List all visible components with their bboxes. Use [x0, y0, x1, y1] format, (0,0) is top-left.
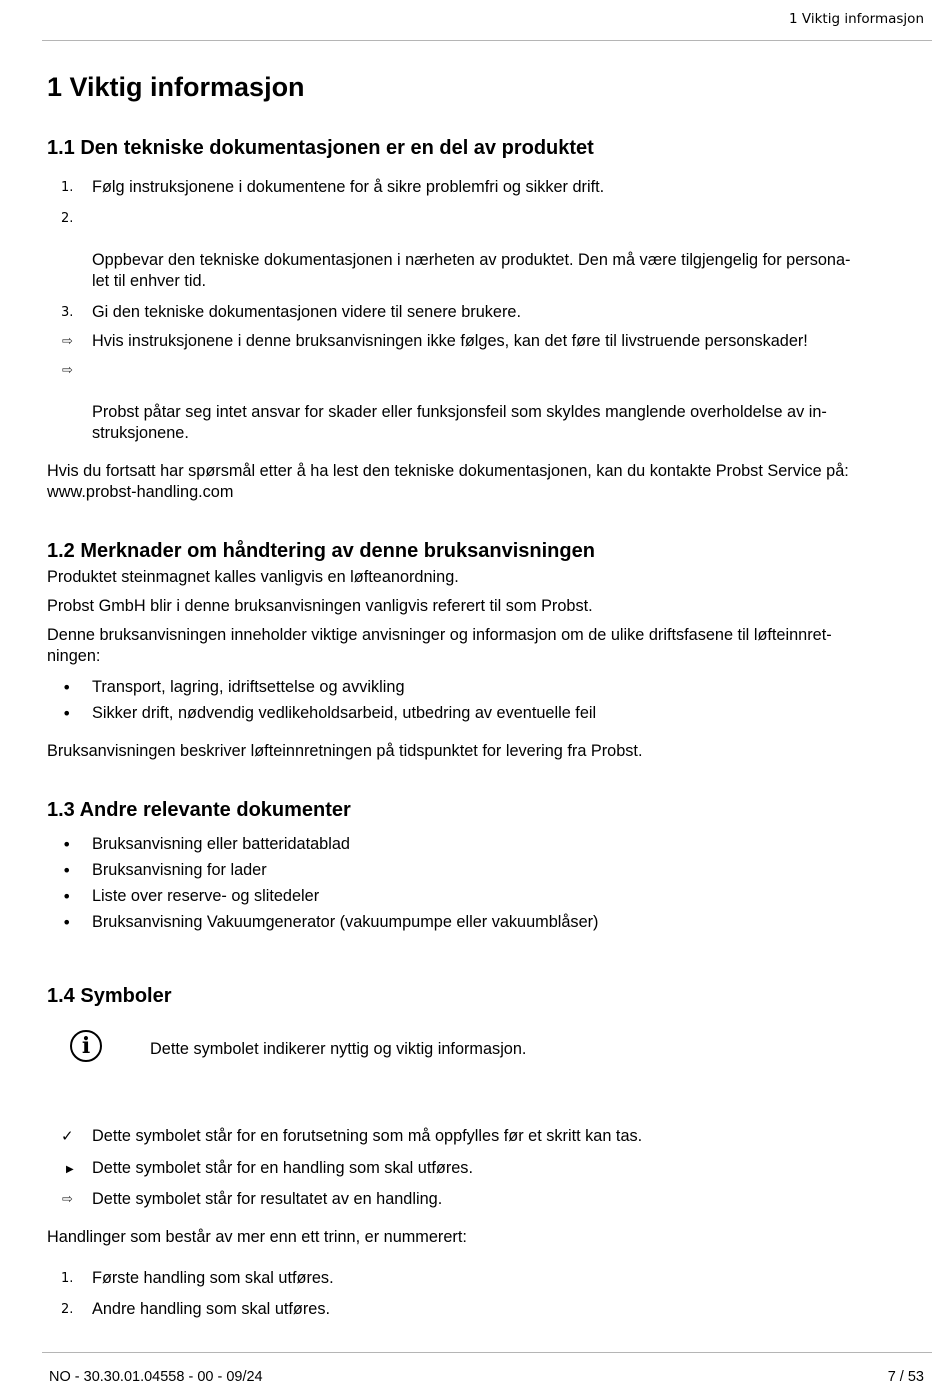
arrow-outline-icon: ⇨: [62, 1192, 73, 1207]
s12-paragraph-2: Probst GmbH blir i denne bruksanvisningen vanligvis referert til som Probst.: [47, 597, 593, 615]
s11-step-3: [47, 302, 927, 323]
info-icon: i: [70, 1030, 102, 1062]
running-header: 1 Viktig informasjon: [789, 11, 924, 27]
bullet-icon: •: [62, 704, 72, 723]
section-heading-1-4: 1.4 Symboler: [47, 985, 172, 1007]
info-symbol-text: Dette symbolet indikerer nyttig og viktig informasjon.: [150, 1040, 527, 1058]
page-number: 7 / 53: [887, 1369, 924, 1385]
prerequisite-text: Dette symbolet står for en forutsetning som må oppfylles før et skritt kan tas.: [92, 1127, 643, 1145]
action-text: Dette symbolet står for en handling som skal utføres.: [92, 1159, 473, 1177]
s11-result-1: [47, 331, 927, 352]
s13-bullet-4: [47, 912, 927, 933]
s11-step-1: [47, 177, 927, 198]
s11-result-2: [47, 360, 927, 444]
arrow-outline-icon: ⇨: [62, 334, 73, 349]
step-number: 2.: [61, 1302, 74, 1317]
s14-step-2: [47, 1299, 927, 1320]
header-divider: [42, 40, 932, 41]
step-text: Andre handling som skal utføres.: [92, 1300, 331, 1318]
document-id: NO - 30.30.01.04558 - 00 - 09/24: [49, 1369, 263, 1385]
check-icon: ✓: [61, 1127, 74, 1145]
section-heading-1-1: 1.1 Den tekniske dokumentasjonen er en del av produktet: [47, 137, 594, 159]
s13-bullet-2: [47, 860, 927, 881]
bullet-text: Liste over reserve- og slitedeler: [92, 887, 320, 905]
result-row: [47, 1189, 927, 1210]
contact-paragraph: Hvis du fortsatt har spørsmål etter å ha lest den tekniske dokumentasjonen, kan du kontakte Probst Service på: www.probst-handling.com: [47, 462, 849, 501]
step-number: 1.: [61, 1271, 74, 1286]
info-symbol-row: [47, 1030, 927, 1076]
step-number: 2.: [61, 211, 74, 226]
step-number: 3.: [61, 305, 74, 320]
result-text: Probst påtar seg intet ansvar for skader eller funksjonsfeil som skyldes manglende overholdelse av in- struksjonene.: [92, 403, 827, 442]
step-text: Gi den tekniske dokumentasjonen videre til senere brukere.: [92, 303, 521, 321]
step-text: Oppbevar den tekniske dokumentasjonen i nærheten av produktet. Den må være tilgjengelig for persona- let til enhver tid.: [92, 251, 851, 290]
s14-step-1: [47, 1268, 927, 1289]
chapter-title: 1 Viktig informasjon: [47, 72, 305, 102]
footer-divider: [42, 1352, 932, 1353]
s11-step-2: [47, 208, 927, 292]
step-text: Følg instruksjonene i dokumentene for å sikre problemfri og sikker drift.: [92, 178, 605, 196]
s12-paragraph-1: Produktet steinmagnet kalles vanligvis en løfteanordning.: [47, 568, 459, 586]
bullet-icon: •: [62, 887, 72, 906]
s12-bullet-1: [47, 677, 927, 698]
bullet-text: Bruksanvisning Vakuumgenerator (vakuumpumpe eller vakuumblåser): [92, 913, 599, 931]
bullet-text: Transport, lagring, idriftsettelse og avvikling: [92, 678, 405, 696]
arrow-outline-icon: ⇨: [62, 363, 73, 378]
bullet-icon: •: [62, 861, 72, 880]
step-number: 1.: [61, 180, 74, 195]
page-content: [47, 68, 927, 1320]
bullet-text: Sikker drift, nødvendig vedlikeholdsarbeid, utbedring av eventuelle feil: [92, 704, 597, 722]
step-text: Første handling som skal utføres.: [92, 1269, 334, 1287]
bullet-icon: •: [62, 678, 72, 697]
s12-bullet-2: [47, 703, 927, 724]
result-text: Hvis instruksjonene i denne bruksanvisningen ikke følges, kan det føre til livstruende personskader!: [92, 332, 808, 350]
section-heading-1-3: 1.3 Andre relevante dokumenter: [47, 799, 351, 821]
action-row: [47, 1158, 927, 1179]
bullet-icon: •: [62, 913, 72, 932]
prerequisite-row: [47, 1126, 927, 1147]
s12-paragraph-3: Denne bruksanvisningen inneholder viktige anvisninger og informasjon om de ulike driftsfasene til løfteinnret- ningen:: [47, 626, 832, 665]
bullet-text: Bruksanvisning for lader: [92, 861, 267, 879]
s12-paragraph-4: Bruksanvisningen beskriver løfteinnretningen på tidspunktet for levering fra Probst.: [47, 742, 643, 760]
s13-bullet-1: [47, 834, 927, 855]
numbered-intro: Handlinger som består av mer enn ett trinn, er nummerert:: [47, 1228, 467, 1246]
section-heading-1-2: 1.2 Merknader om håndtering av denne bruksanvisningen: [47, 540, 595, 562]
triangle-right-icon: ▶: [66, 1164, 74, 1175]
bullet-text: Bruksanvisning eller batteridatablad: [92, 835, 350, 853]
result-text: Dette symbolet står for resultatet av en handling.: [92, 1190, 443, 1208]
s13-bullet-3: [47, 886, 927, 907]
bullet-icon: •: [62, 835, 72, 854]
